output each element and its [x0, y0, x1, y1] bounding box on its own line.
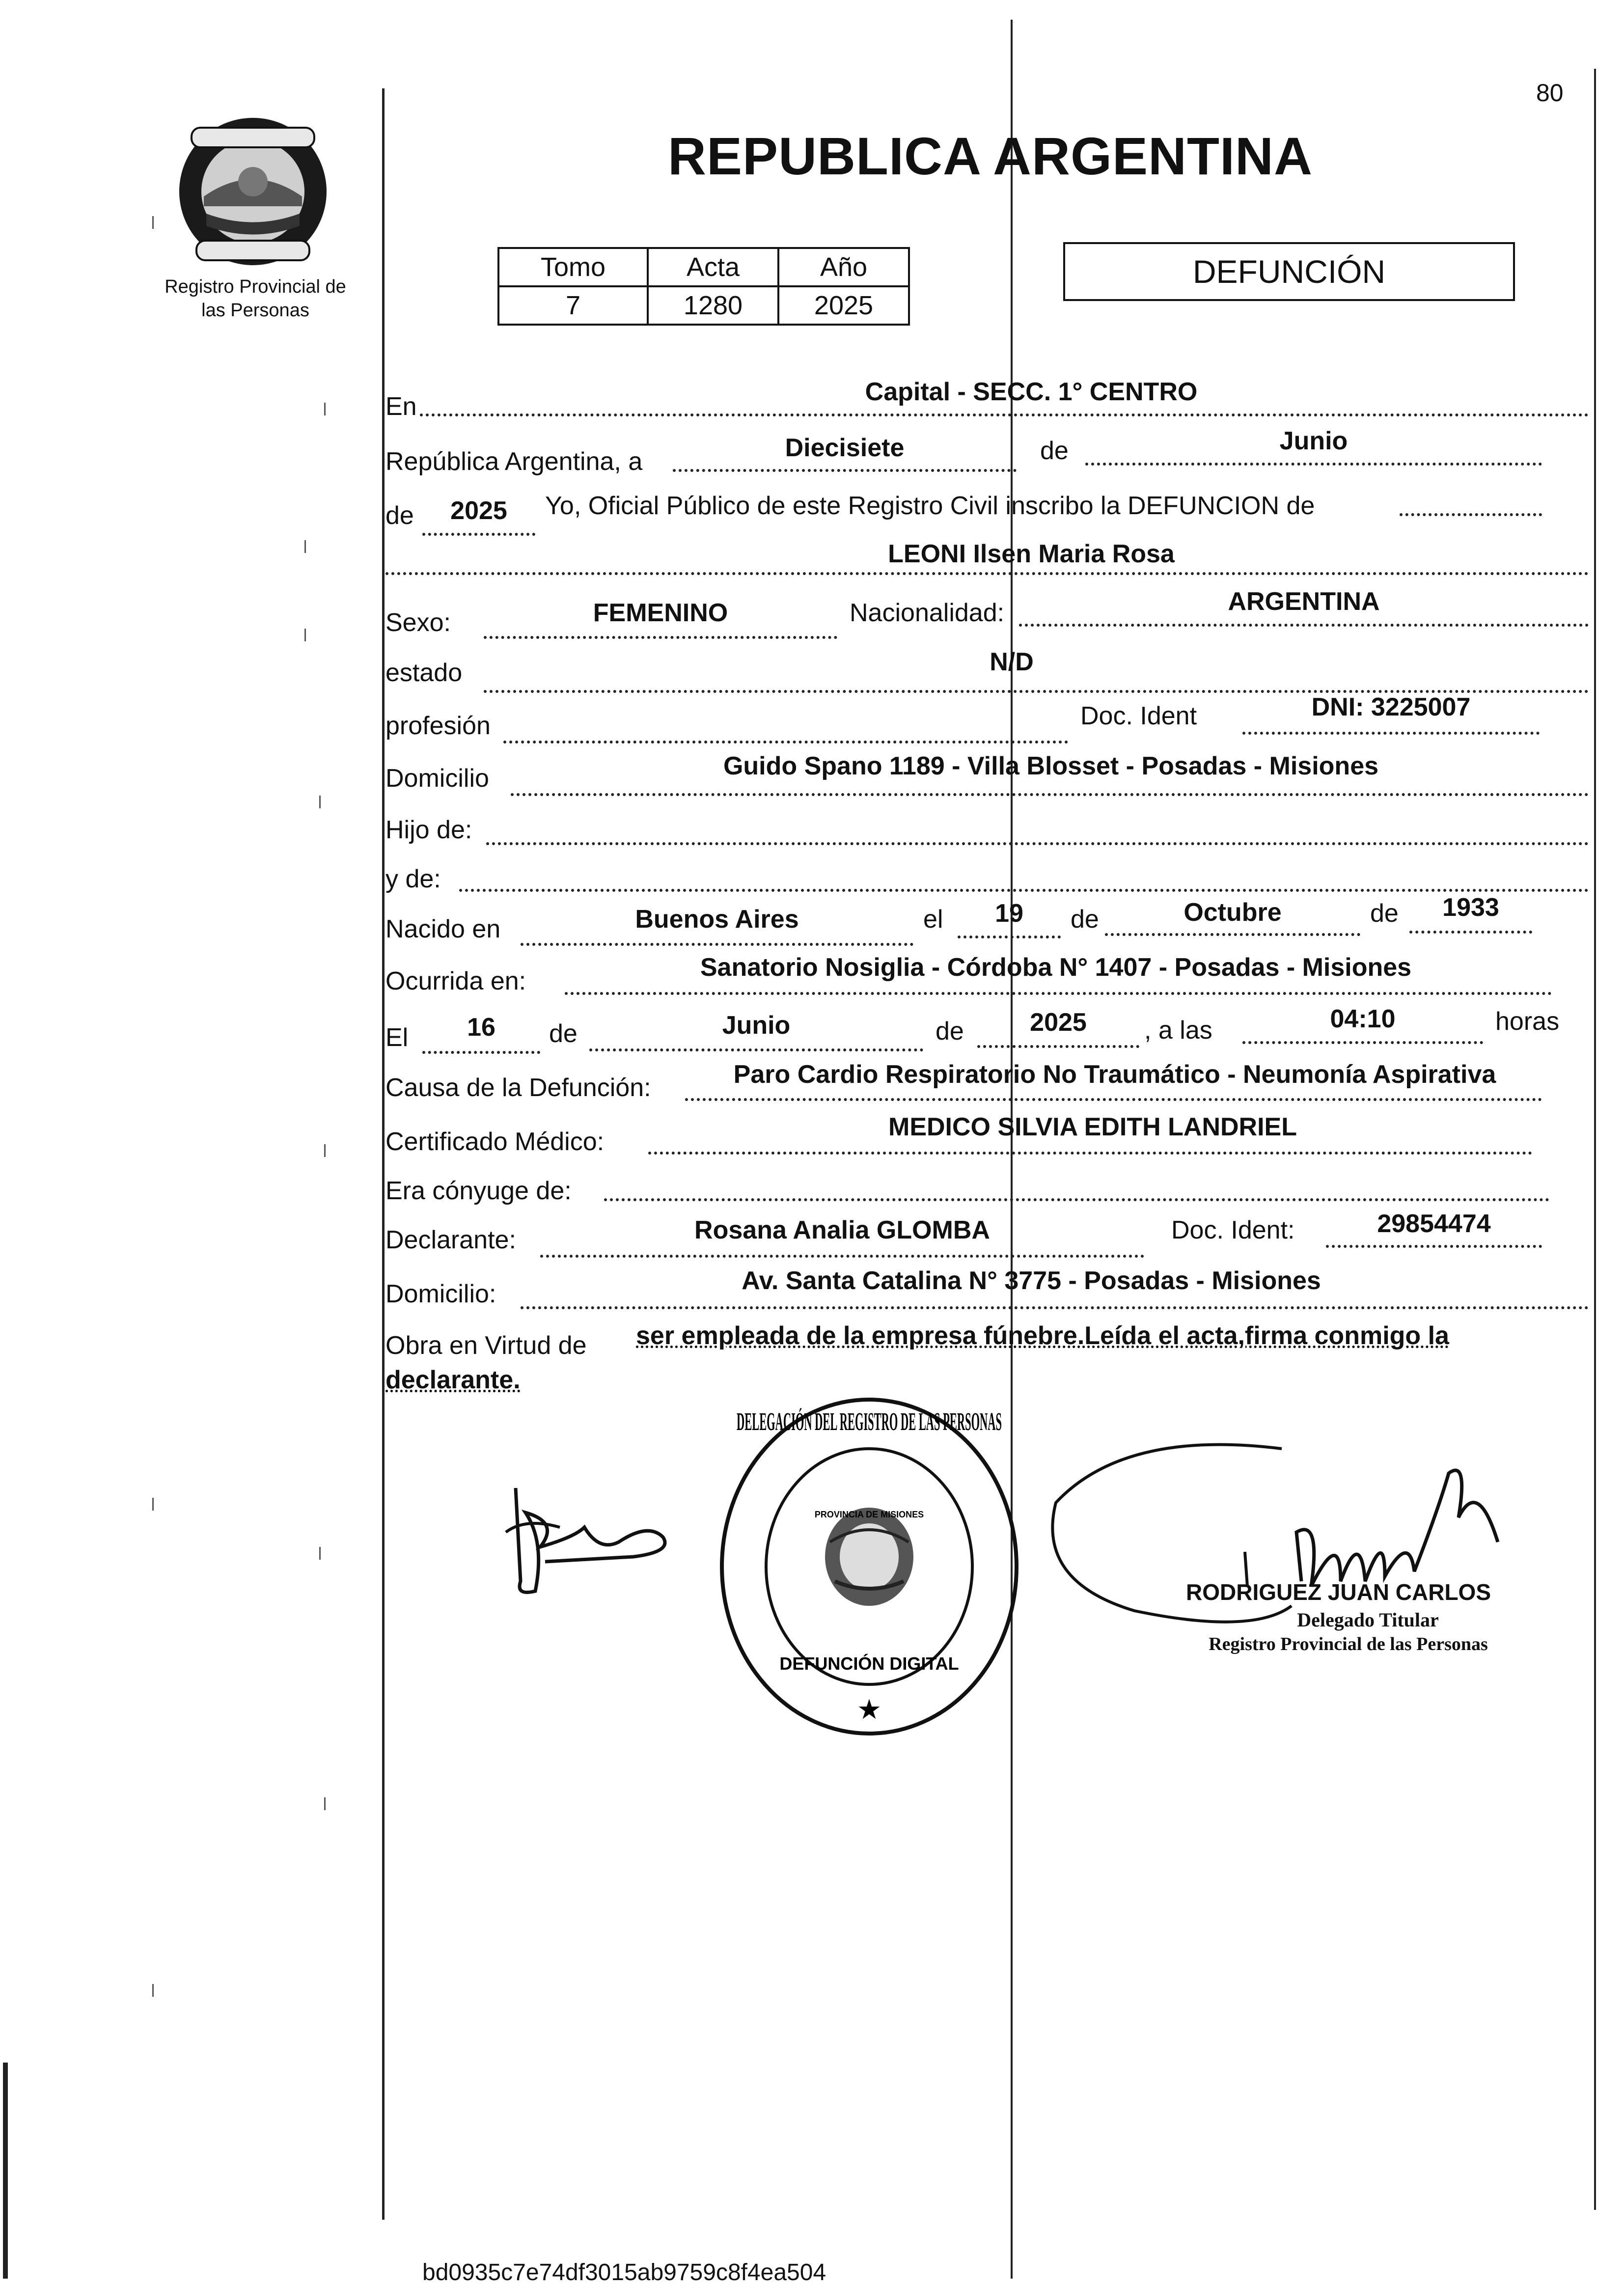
- de5-label: de: [549, 1019, 578, 1048]
- registry-line-2: las Personas: [201, 300, 309, 321]
- el-label: el: [923, 905, 943, 934]
- domicilio2-dotline: [521, 1306, 1589, 1309]
- nacido-value: Buenos Aires: [635, 905, 799, 934]
- hijo-de-label: Hijo de:: [385, 816, 472, 844]
- registry-line-1: Registro Provincial de: [165, 276, 346, 297]
- death-day: 16: [467, 1013, 495, 1042]
- de6-label: de: [936, 1017, 964, 1046]
- sexo-dotline: [484, 636, 837, 639]
- declarante-dotline: [540, 1255, 1144, 1258]
- y-de-label: y de:: [385, 865, 441, 893]
- nacido-label: Nacido en: [385, 915, 501, 943]
- scan-line-center: [1011, 20, 1013, 2279]
- obra-value-line1: ser empleada de la empresa fúnebre.Leída el acta,firma conmigo la: [636, 1322, 1449, 1350]
- de-label: de: [1040, 437, 1069, 465]
- obra-label: Obra en Virtud de: [385, 1331, 587, 1360]
- horas-label: horas: [1495, 1007, 1560, 1036]
- margin-mark: [304, 629, 306, 641]
- birth-month-dotline: [1105, 933, 1360, 936]
- page-number: 80: [1536, 79, 1564, 107]
- en-value: Capital - SECC. 1° CENTRO: [865, 378, 1198, 406]
- death-time-dotline: [1242, 1041, 1483, 1044]
- margin-mark: [152, 216, 154, 229]
- profesion-dotline: [503, 741, 1068, 744]
- value-tomo: 7: [498, 286, 648, 325]
- conyuge-dotline: [604, 1198, 1549, 1201]
- ocurrida-value: Sanatorio Nosiglia - Córdoba N° 1407 - Posadas - Misiones: [700, 953, 1412, 982]
- death-day-dotline: [422, 1051, 540, 1054]
- sexo-label: Sexo:: [385, 608, 451, 637]
- officer-role: Delegado Titular: [1297, 1609, 1439, 1631]
- officer-name: RODRIGUEZ JUAN CARLOS: [1186, 1579, 1491, 1605]
- birth-year: 1933: [1442, 893, 1499, 922]
- doc-ident2-label: Doc. Ident:: [1171, 1216, 1295, 1244]
- doc-ident2-value: 29854474: [1377, 1210, 1491, 1238]
- causa-dotline: [685, 1098, 1542, 1101]
- sexo-value: FEMENINO: [593, 599, 728, 627]
- nacido-dotline: [521, 943, 913, 946]
- registry-label: [142, 275, 368, 322]
- obra-value-line2: declarante.: [385, 1366, 521, 1394]
- ocurrida-dotline: [565, 992, 1552, 995]
- margin-mark: [152, 1498, 154, 1511]
- birth-day: 19: [995, 899, 1023, 928]
- estado-label: estado: [385, 659, 463, 687]
- de3-label: de: [1071, 905, 1099, 934]
- year-value: 2025: [450, 496, 507, 525]
- certificado-value: MEDICO SILVIA EDITH LANDRIEL: [888, 1113, 1297, 1141]
- de4-label: de: [1370, 899, 1399, 928]
- y-de-dotline: [459, 889, 1589, 892]
- month-dotline: [1085, 463, 1542, 466]
- declarante-value: Rosana Analia GLOMBA: [694, 1216, 990, 1244]
- scan-line-right-margin: [1594, 69, 1596, 2210]
- domicilio2-value: Av. Santa Catalina N° 3775 - Posadas - Misiones: [742, 1267, 1321, 1295]
- page-title: REPUBLICA ARGENTINA: [668, 126, 1313, 186]
- seal-ring-text: DELEGACIÓN DEL REGISTRO DE LAS PERSONAS: [737, 1408, 1350, 1436]
- margin-mark: [324, 403, 326, 415]
- birth-day-dotline: [958, 936, 1061, 938]
- margin-mark: [319, 796, 321, 808]
- doc-ident-dotline: [1242, 732, 1540, 735]
- profesion-label: profesión: [385, 712, 491, 740]
- ocurrida-label: Ocurrida en:: [385, 967, 526, 995]
- seal-center-text: PROVINCIA DE MISIONES: [814, 1510, 924, 1519]
- death-year: 2025: [1030, 1008, 1087, 1037]
- en-label: En: [385, 392, 417, 421]
- nacionalidad-dotline: [1019, 624, 1589, 627]
- declarante-label: Declarante:: [385, 1226, 516, 1254]
- de2-label: de: [385, 501, 414, 530]
- margin-mark: [324, 1144, 326, 1157]
- document-hash: bd0935c7e74df3015ab9759c8f4ea504: [422, 2259, 826, 2286]
- declarant-signature: [486, 1468, 692, 1616]
- el2-label: El: [385, 1023, 409, 1052]
- name-dotline: [385, 572, 1589, 575]
- margin-mark: [152, 1984, 154, 1997]
- hijo-de-dotline: [486, 842, 1589, 845]
- scan-edge-left: [3, 2063, 8, 2279]
- domicilio-value: Guido Spano 1189 - Villa Blosset - Posadas - Misiones: [723, 752, 1379, 780]
- estado-value: N/D: [990, 648, 1034, 676]
- seal-star: ★: [856, 1694, 882, 1726]
- causa-label: Causa de la Defunción:: [385, 1074, 651, 1102]
- year-dotline: [422, 533, 535, 536]
- scan-line-left-margin: [382, 88, 385, 2220]
- day-dotline: [673, 469, 1017, 472]
- doc-ident-label: Doc. Ident: [1080, 702, 1197, 730]
- seal-inner-text: DEFUNCIÓN DIGITAL: [779, 1653, 959, 1674]
- nacionalidad-label: Nacionalidad:: [850, 599, 1005, 627]
- margin-mark: [324, 1797, 326, 1810]
- certificado-label: Certificado Médico:: [385, 1128, 605, 1156]
- domicilio2-label: Domicilio:: [385, 1280, 496, 1308]
- deceased-name: LEONI Ilsen Maria Rosa: [888, 540, 1175, 568]
- doc-ident-value: DNI: 3225007: [1311, 693, 1471, 721]
- conyuge-label: Era cónyuge de:: [385, 1177, 572, 1205]
- oficial-text: Yo, Oficial Público de este Registro Civil inscribo la DEFUNCION de: [545, 492, 1315, 520]
- value-anio: 2025: [778, 286, 909, 325]
- header-acta: Acta: [648, 248, 778, 286]
- a-las-label: , a las: [1144, 1016, 1212, 1045]
- margin-mark: [304, 540, 306, 553]
- birth-month: Octubre: [1184, 898, 1282, 927]
- month-value: Junio: [1279, 427, 1348, 455]
- death-time: 04:10: [1330, 1005, 1396, 1033]
- domicilio-label: Domicilio: [385, 764, 489, 793]
- republica-label: República Argentina, a: [385, 447, 643, 476]
- death-year-dotline: [977, 1045, 1139, 1048]
- header-tomo: Tomo: [498, 248, 648, 286]
- record-type-box: DEFUNCIÓN: [1063, 242, 1515, 301]
- day-value: Diecisiete: [785, 434, 905, 462]
- birth-year-dotline: [1409, 931, 1532, 934]
- en-dotline: [420, 413, 1589, 416]
- officer-office: Registro Provincial de las Personas: [1209, 1634, 1488, 1654]
- margin-mark: [319, 1547, 321, 1560]
- domicilio-dotline: [511, 793, 1589, 796]
- death-month: Junio: [722, 1011, 791, 1040]
- causa-value: Paro Cardio Respiratorio No Traumático - Neumonía Aspirativa: [733, 1060, 1496, 1089]
- certificado-dotline: [648, 1152, 1532, 1155]
- value-acta: 1280: [648, 286, 778, 325]
- header-anio: Año: [778, 248, 909, 286]
- record-id-table: [497, 247, 910, 326]
- officer-stamp: [1186, 1579, 1491, 1655]
- nacionalidad-value: ARGENTINA: [1228, 587, 1380, 616]
- oficial-dotline: [1400, 513, 1542, 516]
- doc-ident2-dotline: [1326, 1245, 1542, 1248]
- death-month-dotline: [589, 1048, 923, 1051]
- province-emblem: [162, 108, 344, 270]
